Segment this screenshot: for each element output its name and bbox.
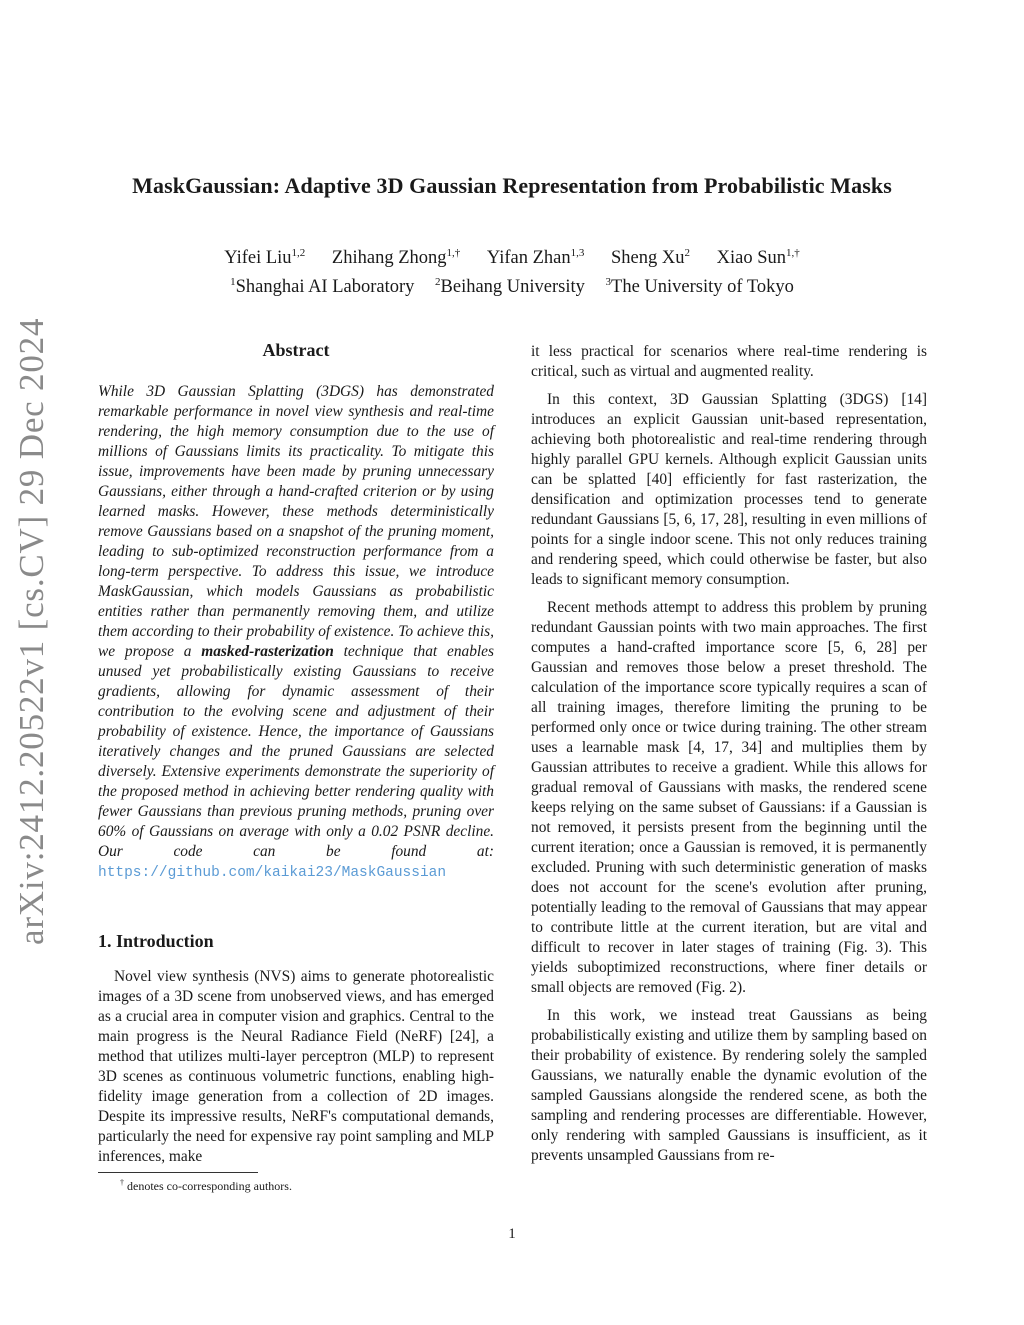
- author: Yifei Liu$^{1,2}$: [224, 247, 306, 269]
- intro-paragraph: Novel view synthesis (NVS) aims to generate photorealistic images of a 3D scene from unobserved views, and has emerged as a crucial area in computer vision and graphics. Central to the main progress is the Neural Radiance Field (NeRF) [24], a method that utilizes multi-layer perceptron (MLP) to represent 3D scenes as continuous volumetric functions, enabling high-fidelity image generation from a collection of 2D images. Despite its impressive results, NeRF's computational demands, particularly the need for expensive ray point sampling and MLP inferences, make: [98, 968, 494, 1165]
- abstract-bold-term: masked-rasterization: [201, 643, 334, 660]
- paragraph: Recent methods attempt to address this problem by pruning redundant Gaussian points with two main approaches. The first computes a hand-crafted importance score [5, 6, 28] per Gaussian and removes those below a preset threshold. The calculation of the importance score typically requires a scan of all training images, therefore limiting the pruning to be performed only once or twice during training. The other stream uses a learnable mask [4, 17, 34] and multiplies them by Gaussian attributes to receive a gradient. While this allows for gradual removal of Gaussians with masks, the rendered scene keeps relying on the same subset of Gaussians: if a Gaussian is not removed, it persists present from the beginning until the current iteration; once a Gaussian is removed, it is permanently excluded. Pruning with such deterministic generation of masks does not account for the scene's evolution after pruning, potentially leading to the removal of Gaussians that may appear to contribute little at the current iteration, but are vital and difficult to recover in later stages of training (Fig. 3). This yields suboptimized reconstructions, where finer details or small objects are removed (Fig. 2).: [531, 599, 927, 996]
- abstract-body: While 3D Gaussian Splatting (3DGS) has demonstrated remarkable performance in novel view synthesis and real-time rendering, the high memory consumption due to the use of millions of Gaussians limits its practicality. To mitigate this issue, improvements have been made by pruning unnecessary Gaussians, either through a hand-crafted criterion or by using learned masks. However, these methods deterministically remove Gaussians based on a snapshot of the pruning moment, leading to sub-optimized reconstruction performance from a long-term perspective. To address this issue, we introduce MaskGaussian, which models Gaussians as probabilistic entities rather than permanently removing them, and utilize them according to their probability of existence. To achieve this, we propose a masked-rasterization technique that enables unused yet probabilistically existing Gaussians to receive gradients, allowing for dynamic assessment of their contribution to the evolving scene and adjustment of their probability of existence. Hence, the importance of Gaussians iteratively changes and the pruned Gaussians are selected diversely. Extensive experiments demonstrate the superiority of the proposed method in achieving better rendering quality with fewer Gaussians than previous pruning methods, pruning over 60% of Gaussians on average with only a 0.02 PSNR decline. Our code can be found at: https://github.com/kaikai23/MaskGaussian: [98, 383, 495, 881]
- abstract-heading: Abstract: [262, 340, 330, 360]
- arxiv-stamp: arXiv:2412.20522v1 [cs.CV] 29 Dec 2024: [12, 317, 51, 945]
- footnote: † denotes co-corresponding authors.: [120, 1178, 292, 1193]
- author: Zhihang Zhong$^{1,\dagger}$: [331, 247, 461, 269]
- affiliation: $^3$The University of Tokyo: [605, 276, 794, 298]
- paragraph: it less practical for scenarios where real-time rendering is critical, such as virtual and augmented reality.: [531, 343, 927, 380]
- paper-title: MaskGaussian: Adaptive 3D Gaussian Representation from Probabilistic Masks: [132, 173, 892, 198]
- footnote-rule: [98, 1172, 258, 1173]
- right-column: [531, 342, 927, 1166]
- author: Yifan Zhan$^{1,3}$: [486, 247, 585, 269]
- section-heading-introduction: 1. Introduction: [98, 931, 214, 951]
- affiliation-list: [0, 268, 1024, 301]
- author: Xiao Sun$^{1,\dagger}$: [716, 247, 800, 269]
- page-number: 1: [508, 1226, 516, 1242]
- affiliation: $^1$Shanghai AI Laboratory: [230, 276, 415, 298]
- paragraph: In this work, we instead treat Gaussians as being probabilistically existing and utilize them by sampling based on their probability of existence. By rendering solely the sampled Gaussians, we naturally enable the dynamic evolution of the sampled Gaussians alongside the rendered scene, as both the sampling and rendering processes are differentiable. However, only rendering with sampled Gaussians is insufficient, as it prevents unsampled Gaussians from re-: [531, 1007, 927, 1164]
- paragraph: In this context, 3D Gaussian Splatting (3DGS) [14] introduces an explicit Gaussian unit-based representation, achieving both photorealistic and real-time rendering through highly parallel GPU kernels. Although explicit Gaussian units can be splatted [40] efficiently for fast rasterization, the densification and optimization processes tend to generate redundant Gaussians [5, 6, 17, 28], resulting in even millions of points for a single indoor scene. This not only reduces training and rendering speed, which could otherwise be faster, but also leads to significant memory consumption.: [531, 391, 927, 588]
- code-link[interactable]: https://github.com/kaikai23/MaskGaussian: [98, 865, 447, 881]
- author: Sheng Xu$^2$: [611, 247, 690, 269]
- affiliation: $^2$Beihang University: [435, 276, 585, 298]
